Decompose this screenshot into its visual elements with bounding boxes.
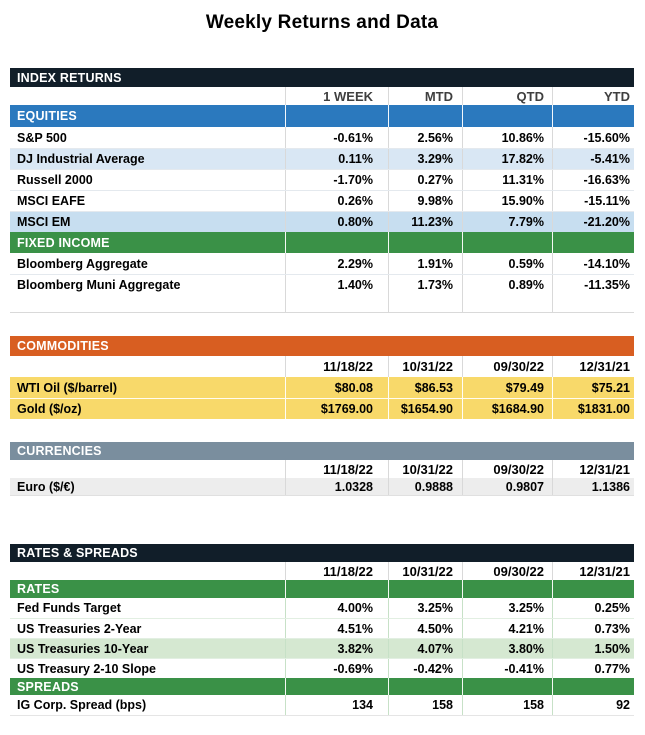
- subsection-header-cell: [388, 105, 462, 127]
- subsection-header-spreads: [10, 678, 634, 695]
- subsection-header-rates: [10, 580, 634, 598]
- row-label: US Treasury 2-10 Slope: [17, 661, 156, 676]
- section-header-currencies: [10, 442, 634, 460]
- row-value: 0.26%: [285, 191, 388, 211]
- row-value: -14.10%: [552, 253, 634, 274]
- row-label: Bloomberg Aggregate: [17, 256, 148, 271]
- table-row: [10, 148, 634, 169]
- column-header: MTD: [388, 87, 462, 105]
- page-title: Weekly Returns and Data: [205, 12, 439, 33]
- date-column-header: 09/30/22: [462, 460, 552, 478]
- row-value: $1654.90: [388, 399, 462, 419]
- row-value: 0.9807: [462, 478, 552, 495]
- row-value: 4.00%: [285, 598, 388, 618]
- column-header-spacer: [10, 460, 285, 478]
- row-value: 11.31%: [462, 170, 552, 190]
- date-column-header: 12/31/21: [552, 356, 634, 377]
- date-header-row: [10, 356, 634, 377]
- column-header: 1 WEEK: [285, 87, 388, 105]
- row-value: 3.25%: [462, 598, 552, 618]
- subsection-header-cell: [285, 232, 388, 253]
- row-label: Fed Funds Target: [17, 601, 121, 615]
- subsection-header-cell: [552, 105, 634, 127]
- date-column-header: 10/31/22: [388, 356, 462, 377]
- row-value: -0.69%: [285, 659, 388, 678]
- row-value: 2.29%: [285, 253, 388, 274]
- empty-cell: [552, 295, 634, 312]
- row-value: 0.25%: [552, 598, 634, 618]
- row-value: 92: [552, 695, 634, 715]
- section-title: RATES & SPREADS: [17, 546, 138, 560]
- subsection-header-cell: [388, 580, 462, 598]
- table-row: [10, 127, 634, 148]
- date-column-header: 10/31/22: [388, 562, 462, 580]
- row-value: 1.0328: [285, 478, 388, 495]
- subsection-header-fixed-income: [10, 232, 634, 253]
- row-value: -11.35%: [552, 275, 634, 295]
- table-row: [10, 253, 634, 274]
- row-value: 4.07%: [388, 639, 462, 658]
- subsection-title: EQUITIES: [17, 109, 77, 123]
- row-value: 0.77%: [552, 659, 634, 678]
- date-column-header: 09/30/22: [462, 562, 552, 580]
- subsection-header-cell: [388, 232, 462, 253]
- row-value: 9.98%: [388, 191, 462, 211]
- row-value: 2.56%: [388, 127, 462, 148]
- subsection-header-cell: [462, 580, 552, 598]
- row-value: -0.41%: [462, 659, 552, 678]
- section-title: COMMODITIES: [17, 339, 109, 353]
- date-header-row: [10, 460, 634, 478]
- table-row: [10, 638, 634, 658]
- column-header-spacer: [10, 562, 285, 580]
- row-value: -16.63%: [552, 170, 634, 190]
- subsection-header-cell: [462, 232, 552, 253]
- date-column-header: 11/18/22: [285, 460, 388, 478]
- row-value: $79.49: [462, 377, 552, 398]
- subsection-header-cell: [462, 678, 552, 695]
- row-value: -5.41%: [552, 149, 634, 169]
- empty-cell: [462, 295, 552, 312]
- index-returns-table: [10, 68, 634, 313]
- column-header-spacer: [10, 87, 285, 105]
- row-value: 4.50%: [388, 619, 462, 638]
- row-value: 0.89%: [462, 275, 552, 295]
- date-column-header: 10/31/22: [388, 460, 462, 478]
- rates-spreads-table: [10, 544, 634, 716]
- row-value: -21.20%: [552, 212, 634, 232]
- date-column-header: 12/31/21: [552, 562, 634, 580]
- table-row: [10, 190, 634, 211]
- row-value: 0.9888: [388, 478, 462, 495]
- row-value: -0.61%: [285, 127, 388, 148]
- subsection-header-cell: [552, 678, 634, 695]
- row-value: 0.11%: [285, 149, 388, 169]
- date-column-header: 09/30/22: [462, 356, 552, 377]
- subsection-title: RATES: [17, 582, 60, 596]
- row-value: 1.50%: [552, 639, 634, 658]
- column-header: YTD: [552, 87, 634, 105]
- table-row: [10, 274, 634, 295]
- row-value: 4.51%: [285, 619, 388, 638]
- date-column-header: 11/18/22: [285, 562, 388, 580]
- subsection-header-cell: [552, 232, 634, 253]
- row-label: MSCI EM: [17, 215, 71, 229]
- table-row: [10, 695, 634, 716]
- subsection-header-cell: [552, 580, 634, 598]
- subsection-header-cell: [285, 105, 388, 127]
- section-title: CURRENCIES: [17, 444, 102, 458]
- date-header-row: [10, 562, 634, 580]
- subsection-header-cell: [285, 678, 388, 695]
- subsection-header-cell: [388, 678, 462, 695]
- row-label: US Treasuries 2-Year: [17, 621, 142, 636]
- empty-cell: [285, 295, 388, 312]
- section-title: INDEX RETURNS: [17, 70, 122, 85]
- row-value: 1.40%: [285, 275, 388, 295]
- empty-grid-row: [10, 295, 634, 313]
- row-value: -0.42%: [388, 659, 462, 678]
- date-column-header: 12/31/21: [552, 460, 634, 478]
- row-value: 3.29%: [388, 149, 462, 169]
- row-value: $80.08: [285, 377, 388, 398]
- subsection-title: FIXED INCOME: [17, 235, 110, 250]
- row-value: 3.82%: [285, 639, 388, 658]
- row-value: 1.91%: [388, 253, 462, 274]
- row-value: 0.80%: [285, 212, 388, 232]
- row-value: 1.73%: [388, 275, 462, 295]
- row-label: Gold ($/oz): [17, 402, 82, 416]
- row-label: US Treasuries 10-Year: [17, 641, 149, 656]
- row-value: 1.1386: [552, 478, 634, 495]
- currencies-table: [10, 442, 634, 496]
- row-value: 0.73%: [552, 619, 634, 638]
- table-row: [10, 598, 634, 618]
- row-value: $1684.90: [462, 399, 552, 419]
- empty-cell: [388, 295, 462, 312]
- row-label: DJ Industrial Average: [17, 152, 145, 166]
- column-header-spacer: [10, 356, 285, 377]
- row-value: $86.53: [388, 377, 462, 398]
- subsection-header-equities: [10, 105, 634, 127]
- row-value: $1769.00: [285, 399, 388, 419]
- row-value: 4.21%: [462, 619, 552, 638]
- subsection-title: SPREADS: [17, 679, 79, 694]
- table-row: [10, 478, 634, 496]
- row-value: 3.25%: [388, 598, 462, 618]
- row-label: S&P 500: [17, 130, 67, 145]
- empty-cell: [10, 295, 285, 312]
- row-value: 10.86%: [462, 127, 552, 148]
- row-label: IG Corp. Spread (bps): [17, 698, 147, 712]
- section-header-commodities: [10, 336, 634, 356]
- table-row: [10, 377, 634, 398]
- table-row: [10, 658, 634, 678]
- row-label: Russell 2000: [17, 173, 93, 187]
- row-value: $1831.00: [552, 399, 634, 419]
- table-row: [10, 618, 634, 638]
- row-value: 15.90%: [462, 191, 552, 211]
- row-value: -1.70%: [285, 170, 388, 190]
- row-value: 158: [388, 695, 462, 715]
- row-value: -15.11%: [552, 191, 634, 211]
- row-label: WTI Oil ($/barrel): [17, 380, 118, 395]
- column-header-row: [10, 87, 634, 105]
- section-header-index-returns: [10, 68, 634, 87]
- column-header: QTD: [462, 87, 552, 105]
- row-value: 158: [462, 695, 552, 715]
- table-row: [10, 169, 634, 190]
- row-value: 3.80%: [462, 639, 552, 658]
- row-value: 134: [285, 695, 388, 715]
- row-value: $75.21: [552, 377, 634, 398]
- row-value: 11.23%: [388, 212, 462, 232]
- row-label: MSCI EAFE: [17, 194, 86, 208]
- row-value: -15.60%: [552, 127, 634, 148]
- subsection-header-cell: [285, 580, 388, 598]
- table-row: [10, 211, 634, 232]
- table-row: [10, 398, 634, 419]
- row-value: 0.27%: [388, 170, 462, 190]
- section-header-rates-spreads: [10, 544, 634, 562]
- row-value: 0.59%: [462, 253, 552, 274]
- row-label: Euro ($/€): [17, 479, 75, 494]
- commodities-table: [10, 336, 634, 419]
- row-label: Bloomberg Muni Aggregate: [17, 278, 181, 292]
- row-value: 7.79%: [462, 212, 552, 232]
- date-column-header: 11/18/22: [285, 356, 388, 377]
- subsection-header-cell: [462, 105, 552, 127]
- row-value: 17.82%: [462, 149, 552, 169]
